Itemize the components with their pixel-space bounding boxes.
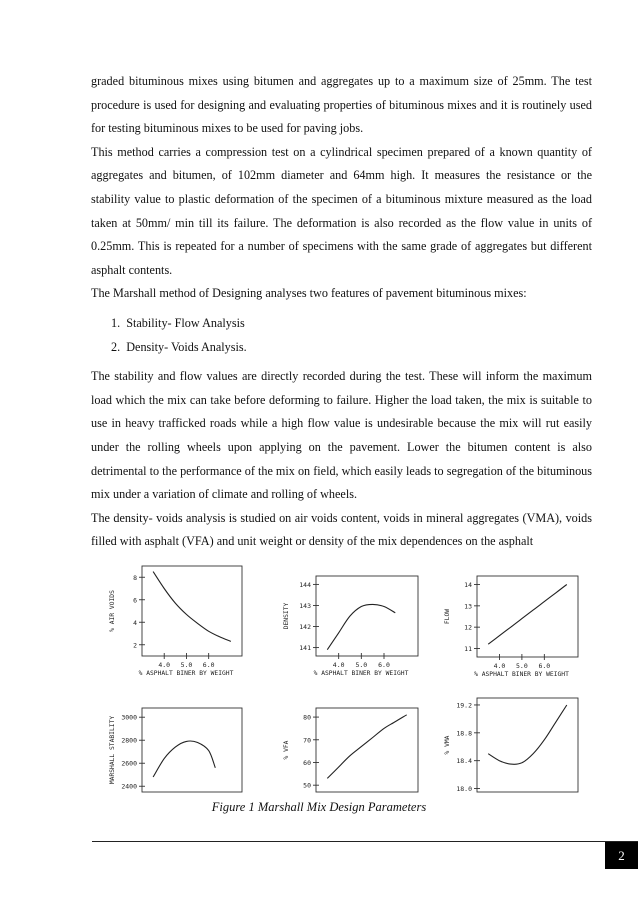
analysis-list (91, 312, 592, 359)
list-text: Density- Voids Analysis. (126, 339, 247, 354)
chart-panel-4 (109, 708, 242, 792)
page-number: 2 (605, 842, 638, 869)
chart-frame (316, 708, 418, 792)
x-axis-label: % ASPHALT BINER BY WEIGHT (138, 670, 234, 677)
y-tick-label: 2600 (121, 759, 137, 768)
series-line (327, 715, 406, 779)
y-tick-label: 2400 (121, 782, 137, 791)
y-tick-label: 18.4 (456, 757, 472, 766)
y-tick-label: 4 (133, 618, 137, 627)
paragraph-5: The density- voids analysis is studied on air voids content, voids in mineral aggregates (VMA), voids filled with asphalt (VFA) and unit weight or density of the mix dependences on the asphalt (91, 510, 592, 549)
x-axis-label: % ASPHALT BINER BY WEIGHT (474, 671, 569, 678)
list-item (91, 336, 592, 360)
x-tick-label: 5.0 (355, 661, 368, 669)
footer-rule (92, 841, 638, 842)
y-tick-label: 141 (299, 644, 311, 653)
x-axis-label: % ASPHALT BINER BY WEIGHT (313, 670, 409, 677)
x-tick-label: 5.0 (180, 661, 193, 669)
y-tick-label: 6 (133, 596, 137, 605)
y-tick-label: 3000 (121, 713, 137, 722)
list-number: 1. (111, 315, 121, 330)
y-tick-label: 8 (133, 573, 137, 582)
y-axis-label: % VFA (283, 740, 290, 760)
y-axis-label: DENSITY (283, 602, 290, 630)
paragraph-4: The stability and flow values are directly recorded during the test. These will inform the maximum load which the mix can take before deforming to failure. Higher the load taken, the mix is suitable to use in heavy trafficked roads while a high flow value is undesirable because the mix will rut easily under the rolling wheels upon applying on the pavement. Lower the bitumen content is also detrimental to the performance of the mix on field, which easily leads to segregation of the bituminous mix under a variation of climate and rolling of wheels. (91, 369, 592, 502)
y-tick-label: 60 (303, 758, 311, 767)
chart-panel-1 (109, 566, 242, 677)
paragraph-3: The Marshall method of Designing analyses two features of pavement bituminous mixes: (91, 286, 527, 301)
paragraph-1: graded bituminous mixes using bitumen and aggregates up to a maximum size of 25mm. The test procedure is used for designing and evaluating properties of bituminous mixes and it is routinely used for testing bituminous mixes to be used for paving jobs. (91, 74, 592, 136)
x-tick-label: 4.0 (493, 662, 506, 670)
y-tick-label: 19.2 (456, 701, 472, 710)
y-axis-label: MARSHALL STABILITY (109, 715, 116, 785)
x-tick-label: 5.0 (516, 662, 528, 670)
chart-panel-6 (444, 698, 578, 793)
marshall-charts-figure (109, 562, 589, 802)
y-tick-label: 14 (464, 581, 472, 590)
x-tick-label: 6.0 (538, 662, 551, 670)
series-line (153, 572, 231, 642)
y-tick-label: 13 (464, 602, 472, 611)
chart-frame (142, 708, 242, 792)
y-tick-label: 2 (133, 641, 137, 650)
y-tick-label: 70 (303, 736, 311, 745)
chart-panel-5 (283, 708, 418, 792)
y-tick-label: 11 (464, 644, 472, 653)
chart-panel-2 (283, 576, 418, 677)
y-tick-label: 18.8 (456, 729, 472, 738)
chart-frame (142, 566, 242, 656)
y-tick-label: 80 (303, 713, 311, 722)
x-tick-label: 6.0 (202, 661, 215, 669)
series-line (488, 585, 567, 645)
y-tick-label: 18.0 (456, 785, 472, 794)
charts-svg (109, 562, 589, 802)
y-axis-label: % VMA (444, 735, 451, 755)
y-tick-label: 2800 (121, 736, 137, 745)
list-number: 2. (111, 339, 121, 354)
y-tick-label: 12 (464, 623, 472, 632)
y-axis-label: % AIR VOIDS (109, 590, 116, 632)
y-tick-label: 144 (299, 580, 311, 589)
figure-caption: Figure 1 Marshall Mix Design Parameters (211, 800, 427, 814)
x-tick-label: 4.0 (158, 661, 171, 669)
list-text: Stability- Flow Analysis (126, 315, 245, 330)
x-tick-label: 4.0 (332, 661, 345, 669)
series-line (153, 741, 215, 777)
x-tick-label: 6.0 (378, 661, 390, 669)
y-tick-label: 50 (303, 781, 311, 790)
series-line (488, 705, 567, 764)
y-tick-label: 143 (299, 601, 311, 610)
series-line (327, 604, 395, 649)
chart-panel-3 (444, 576, 578, 678)
body-text-top (91, 70, 592, 554)
list-item (91, 312, 592, 336)
y-axis-label: FLOW (444, 608, 451, 625)
y-tick-label: 142 (299, 623, 311, 632)
paragraph-2: This method carries a compression test on a cylindrical specimen prepared of a known quantity of aggregates and bitumen, of 102mm diameter and 64mm high. It measures the resistance or the stability value to plastic deformation of the specimen of a bituminous mixture measured as the load taken at 50mm/ min till its failure. The deformation is also recorded as the flow value in units of 0.25mm. This is repeated for a number of specimens with the same grade of aggregates but different asphalt contents. (91, 144, 592, 277)
